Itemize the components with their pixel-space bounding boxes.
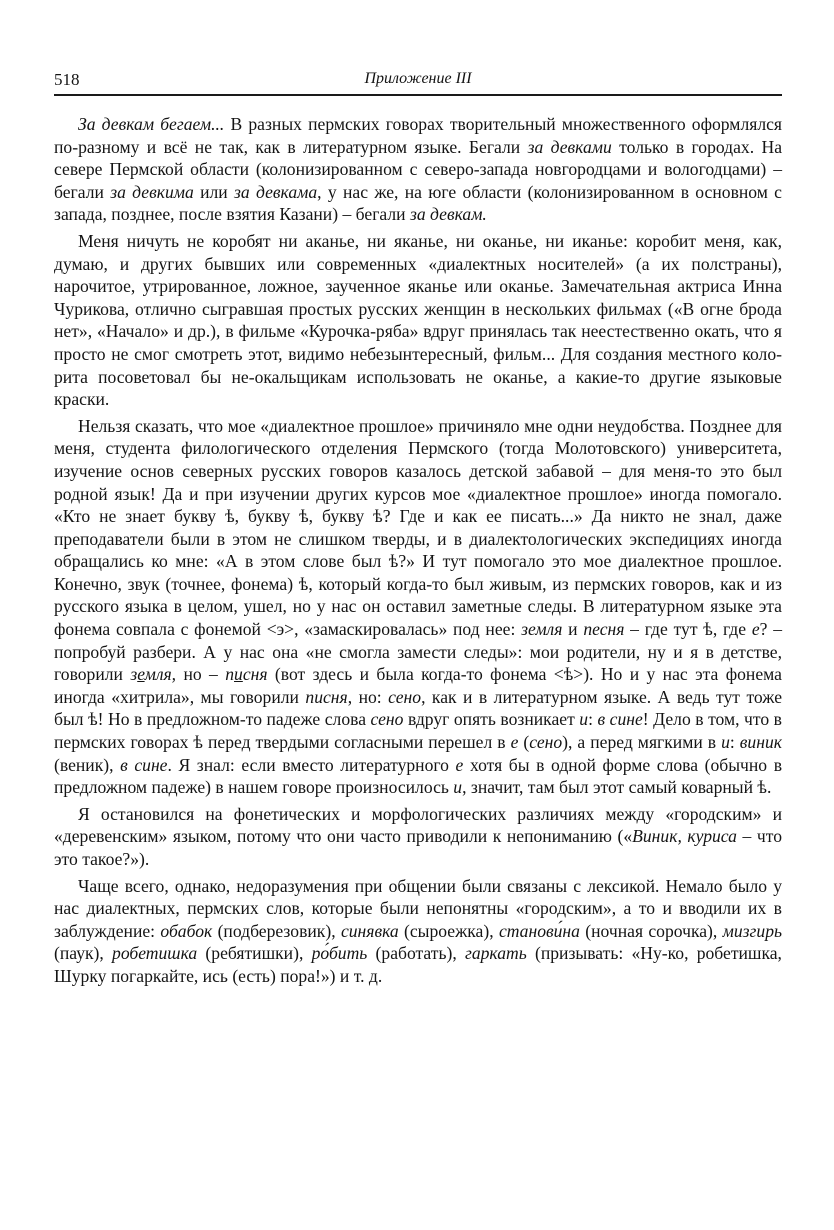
italic-term: е: [137, 664, 145, 685]
italic-term: сено: [388, 686, 422, 707]
italic-term: писня: [305, 686, 348, 707]
italic-term: и: [453, 777, 463, 798]
italic-term: и: [234, 664, 243, 685]
italic-term: земля: [521, 619, 563, 640]
italic-term: е: [751, 619, 760, 640]
italic-term: в сине: [597, 709, 643, 730]
italic-term: сено: [529, 732, 563, 753]
italic-term: обабок: [160, 920, 213, 941]
italic-term: е: [455, 754, 464, 775]
italic-term: сено: [370, 709, 404, 730]
italic-term: в сине: [120, 754, 168, 775]
paragraph-1: За девкам бегаем... В разных пермских говорах творительный множественного оформлялся по-разному и всё не так, как в литературном языке. Бегали за девками только в городах. На севере Пермской области (колонизированном с северо-запада новгородцами и вологодцами) – бегали за девкима или за девкама, у нас же, на юге области (колонизированном в основном с запада, позднее, после взятия Казани) – бегали за девкам.: [54, 114, 783, 225]
italic-term: За девкам бегаем...: [78, 114, 225, 134]
header-rule: [54, 94, 782, 96]
italic-term: синявка: [340, 920, 399, 941]
book-page: [54, 70, 782, 992]
italic-term: за девками: [527, 136, 612, 157]
paragraph-2: Меня ничуть не коробят ни аканье, ни яканье, ни оканье, ни иканье: коробит меня, как, думаю, и других бывших или современных «диалектных носителей» (а их полстраны), нарочитое, утрированное, ложное, заученное яканье или оканье. Замечательная актриса Инна Чурикова, отлично сыгравшая простых русских женщин в нескольких фильмах («В огне брода нет», «Начало» и др.), в фильме «Курочка-ряба» вдруг принялась так неестественно окать, что я просто не смог смотреть этот, видимо небезынтересный, фильм... Для создания местного колорита посоветовал бы не-окальщикам использовать не оканье, а какие-то другие языковые краски.: [54, 230, 782, 410]
italic-term: сня: [242, 664, 268, 685]
italic-term: песня: [583, 619, 625, 640]
italic-term: за девкима: [110, 181, 194, 202]
italic-term: станови́на: [498, 920, 580, 941]
running-head: [54, 70, 782, 92]
body-text: [54, 113, 782, 988]
italic-term: мизгирь: [722, 920, 782, 941]
italic-term: и: [579, 709, 589, 730]
paragraph-5: Чаще всего, однако, недоразумения при общении были связаны с лексикой. Немало было у нас диалектных, пермских слов, которые были непонятны «городским», а то и вводили их в заблуждение: обабок (подберезовик), синявка (сыроежка), станови́на (ночная сорочка), мизгирь (паук), робетишка (ребятишки), ро́бить (работать), гаркать (призывать: «Ну-ко, робетишка, Шурку погаркайте, ись (есть) пора!») и т. д.: [54, 875, 782, 986]
paragraph-3: Нельзя сказать, что мое «диалектное прошлое» причиняло мне одни неудобства. Позднее для меня, студента филологического отделения Пермского (тогда Молотовского) университета, изучение основ северных русских говоров казалось детской забавой – для меня-то это был родной язык! Да и при изучении других курсов мое «диалектное прошлое» иногда помогало. «Кто не знает букву ѣ, букву ѣ, букву ѣ? Где и как ее писать...» Да никто не знал, даже преподаватели были в этом не слишком тверды, и в диалектологических экспедициях иногда обращались ко мне: «А в этом слове был ѣ?» И тут помогало это мое диалектное прошлое. Конечно, звук (точнее, фонема) ѣ, который когда-то был живым, из пермских говоров, как и из русского языка в целом, ушел, но у нас он оставил заметные следы. В литературном языке эта фонема совпала с фонемой <э>, «замаскировалась» под нее: земля и песня – где тут ѣ, где е? – попробуй разбери. А у нас она «не смогла замести следы»: мои родители, ну и я в детстве, говорили земля, но – писня (вот здесь и была когда-то фонема <ѣ>). Но и у нас эта фонема иногда «хитрила», мы говорили писня, но: сено, как и в литературном языке. А ведь тут тоже был ѣ! Но в предложном-то падеже слова сено вдруг опять возникает и: в сине! Дело в том, что в пермских говорах ѣ перед твердыми согласными перешел в е (сено), а перед мягкими в и: виник (веник), в сине. Я знал: если вместо литературного е хотя бы в одной форме слова (обычно в предложном падеже) в нашем говоре произносилось и, значит, там был этот самый коварный ѣ.: [54, 415, 783, 798]
italic-term: п: [225, 664, 235, 685]
italic-term: робетишка: [112, 943, 198, 964]
italic-term: Виник, куриса: [632, 826, 737, 847]
italic-term: виник: [739, 732, 782, 753]
paragraph-4: Я остановился на фонетических и морфологических различиях между «городским» и «деревенским» языком, потому что они часто приводили к непониманию («Виник, куриса – что это такое?»).: [54, 803, 783, 869]
italic-term: за девкама: [234, 181, 318, 202]
italic-term: ро́бить: [311, 943, 368, 964]
page-number: 518: [54, 70, 80, 89]
italic-term: и: [721, 732, 730, 753]
italic-term: за девкам.: [409, 204, 487, 225]
section-title: Приложение III: [364, 70, 472, 87]
italic-term: гаркать: [464, 943, 527, 964]
italic-term: е: [510, 732, 519, 753]
italic-term: з: [130, 664, 138, 685]
italic-term: мля,: [144, 664, 177, 685]
